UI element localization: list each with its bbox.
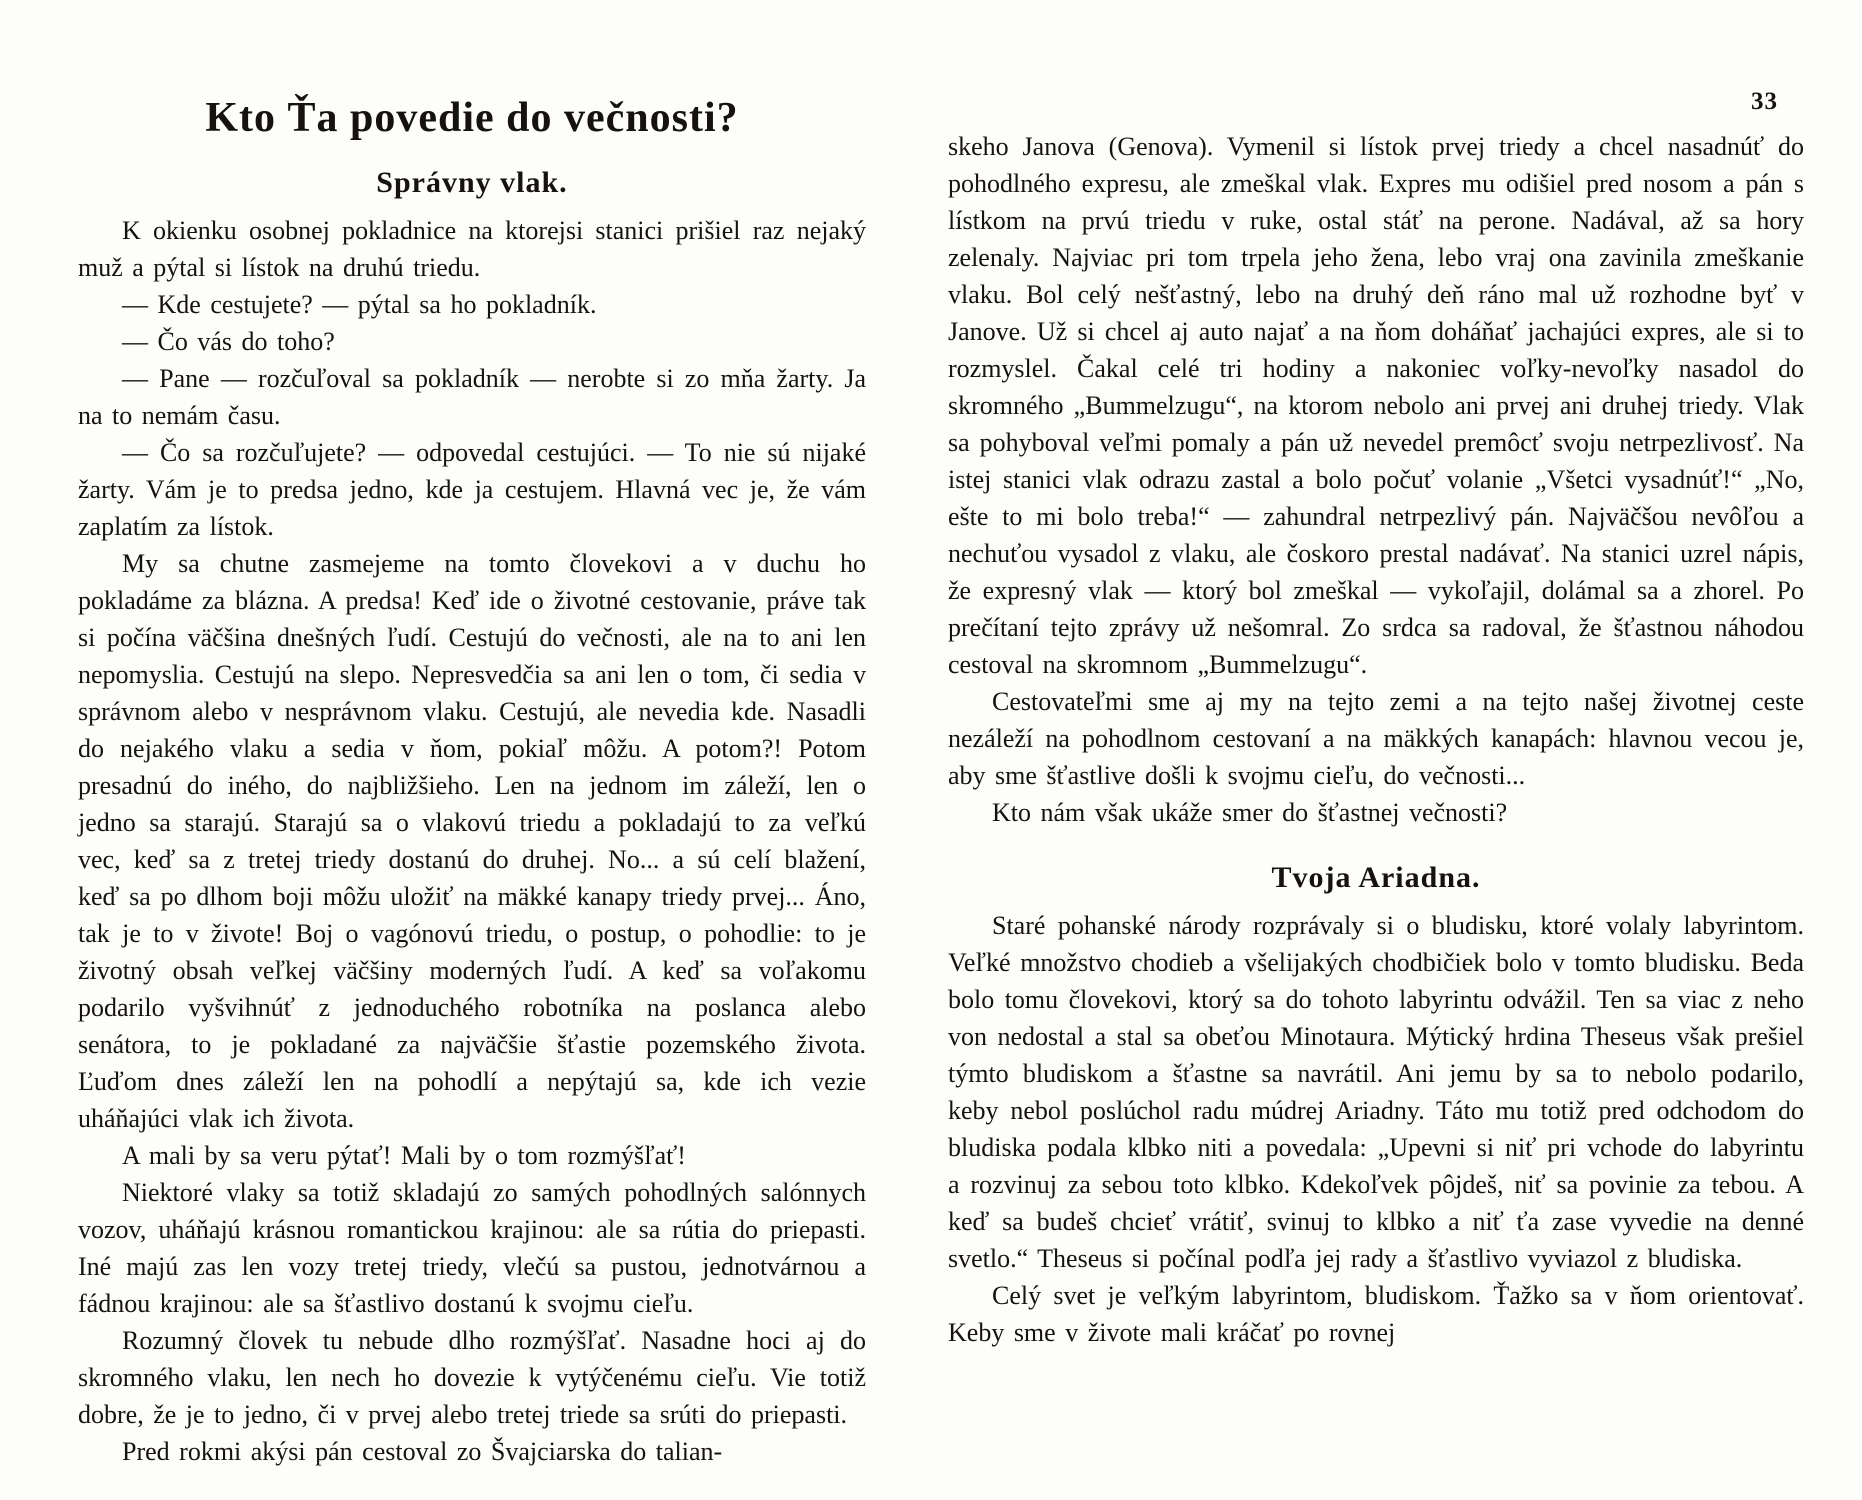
paragraph: Celý svet je veľkým labyrintom, bludiskom. Ťažko sa v ňom orientovať. Keby sme v živote mali kráčať po rovnej	[948, 1281, 1804, 1347]
paragraph: Pred rokmi akýsi pán cestoval zo Švajciarska do talian-	[122, 1437, 723, 1466]
paragraph-dialog: — Pane — rozčuľoval sa pokladník — nerobte si zo mňa žarty. Ja na to nemám času.	[78, 364, 866, 430]
paragraph: Rozumný človek tu nebude dlho rozmýšľať. Nasadne hoci aj do skromného vlaku, len nech ho dovezie k vytýčenému cieľu. Vie totiž dobre, že je to jedno, či v prvej alebo tretej triede sa srúti do priepasti.	[78, 1326, 866, 1429]
paragraph: My sa chutne zasmejeme na tomto človekovi a v duchu ho pokladáme za blázna. A predsa! Keď ide o životné cestovanie, práve tak si počína väčšina dnešných ľudí. Cestujú do večnosti, ale na to ani len nepomyslia. Cestujú na slepo. Nepresvedčia sa ani len o tom, či sedia v správnom alebo v nesprávnom vlaku. Cestujú, ale nevedia kde. Nasadli do nejakého vlaku a sedia v ňom, pokiaľ môžu. A potom?! Potom presadnú do iného, do najbližšieho. Len na jednom im záleží, len o jedno sa starajú. Starajú sa o vlakovú triedu a pokladajú to za veľkú vec, keď sa z tretej triedy dostanú do druhej. No... a sú celí blažení, keď sa po dlhom boji môžu uložiť na mäkké kanapy triedy prvej... Áno, tak je to v živote! Boj o vagónovú triedu, o postup, o pohodlie: to je životný obsah veľkej väčšiny moderných ľudí. A keď sa voľakomu podarilo vyšvihnúť z jednoduchého robotníka na poslanca alebo senátora, to je pokladané za najväčšie šťastie pozemského života. Ľuďom dnes záleží len na pohodlí a nepýtajú sa, kde ich vezie uháňajúci vlak ich života.	[78, 549, 866, 1133]
paragraph: Niektoré vlaky sa totiž skladajú zo samých pohodlných salónnych vozov, uháňajú krásnou romantickou krajinou: ale sa rútia do priepasti. Iné majú zas len vozy tretej triedy, vlečú sa pustou, jednotvárnou a fádnou krajinou: ale sa šťastlivo dostanú k svojmu cieľu.	[78, 1178, 866, 1318]
paragraph: A mali by sa veru pýtať! Mali by o tom rozmýšľať!	[122, 1141, 686, 1170]
page-number: 33	[1751, 88, 1778, 115]
paragraph-continuation: skeho Janova (Genova). Vymenil si lístok prvej triedy a chcel nasadnúť do pohodlného expresu, ale zmeškal vlak. Expres mu odišiel pred nosom a pán s lístkom na prvú triedu v ruke, ostal stáť na perone. Nadával, až sa hory zelenaly. Najviac pri tom trpela jeho žena, lebo vraj ona zavinila zmeškanie vlaku. Bol celý nešťastný, lebo na druhý deň ráno mal už rozhodne byť v Janove. Už si chcel aj auto najať a na ňom doháňať jachajúci expres, ale si to rozmyslel. Čakal celé tri hodiny a nakoniec voľky-nevoľky nasadol do skromného „Bummelzugu“, na ktorom nebolo ani prvej ani druhej triedy. Vlak sa pohyboval veľmi pomaly a pán už nevedel premôcť svoju netrpezlivosť. Na istej stanici vlak odrazu zastal a bolo počuť volanie „Všetci vysadnúť!“ „No, ešte to mi bolo treba!“ — zahundral netrpezlivý pán. Najväčšou nevôľou a nechuťou vysadol z vlaku, ale čoskoro prestal nadávať. Na stanici uzrel nápis, že expresný vlak — ktorý bol zmeškal — vykoľajil, dolámal sa a zhorel. Po prečítaní tejto zprávy už nešomral. Zo srdca sa radoval, že šťastnou náhodou cestoval na skromnom „Bummelzugu“.	[948, 132, 1804, 679]
page-title: Kto Ťa povedie do večnosti?	[205, 95, 739, 141]
left-column	[78, 94, 866, 1470]
paragraph-dialog: — Kde cestujete? — pýtal sa ho pokladník.	[122, 290, 597, 319]
paragraph-dialog: — Čo vás do toho?	[122, 327, 335, 356]
section-heading-tvoja-ariadna: Tvoja Ariadna.	[1271, 861, 1481, 894]
paragraph-dialog: — Čo sa rozčuľujete? — odpovedal cestujúci. — To nie sú nijaké žarty. Vám je to predsa jedno, kde ja cestujem. Hlavná vec je, že vám zaplatím za lístok.	[78, 438, 866, 541]
paragraph: K okienku osobnej pokladnice na ktorejsi stanici prišiel raz nejaký muž a pýtal si lístok na druhú triedu.	[78, 216, 866, 282]
paragraph: Staré pohanské národy rozprávaly si o bludisku, ktoré volaly labyrintom. Veľké množstvo chodieb a všelijakých chodbičiek bolo v tomto bludisku. Beda bolo tomu človekovi, ktorý sa do tohoto labyrintu odvážil. Ten sa viac z neho von nedostal a stal sa obeťou Minotaura. Mýtický hrdina Theseus však prešiel týmto bludiskom a šťastne sa navrátil. Ani jemu by sa to nebolo podarilo, keby nebol poslúchol radu múdrej Ariadny. Táto mu totiž pred odchodom do bludiska podala klbko niti a povedala: „Upevni si niť pri vchode do labyrintu a rozvinuj za sebou toto klbko. Kdekoľvek pôjdeš, niť sa povinie za tebou. A keď sa budeš chcieť vrátiť, svinuj to klbko a niť ťa zase vyvedie na denné svetlo.“ Theseus si počínal podľa jej rady a šťastlivo vyviazol z bludiska.	[948, 911, 1804, 1273]
paragraph: Kto nám však ukáže smer do šťastnej večnosti?	[992, 798, 1508, 827]
right-column	[948, 128, 1804, 1351]
paragraph: Cestovateľmi sme aj my na tejto zemi a na tejto našej životnej ceste nezáleží na pohodlnom cestovaní a na mäkkých kanapách: hlavnou vecou je, aby sme šťastlive došli k svojmu cieľu, do večnosti...	[948, 687, 1804, 790]
section-heading-spravny-vlak: Správny vlak.	[376, 166, 568, 199]
